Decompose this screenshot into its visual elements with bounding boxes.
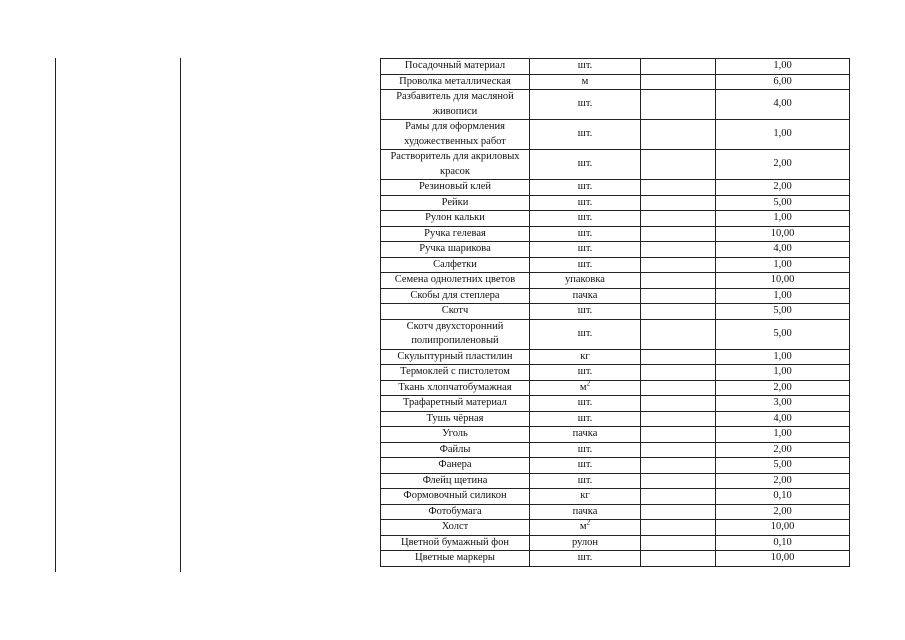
item-name-cell-text: Скотч двухсторонний полипропиленовый [406,320,504,346]
unit-cell-text: шт. [577,227,593,239]
item-name-cell [381,211,530,227]
unit-cell [530,226,641,242]
value-cell [716,504,850,520]
unit-cell-text: шт. [577,366,593,377]
value-cell [716,304,850,320]
item-name-cell [381,520,530,536]
unit-cell-text: шт. [577,327,593,339]
table-row [381,257,850,273]
table-row [381,195,850,211]
value-cell [716,74,850,90]
unit-cell-text: м [579,381,587,393]
value-cell-text: 1,00 [773,350,792,362]
item-name-cell [381,535,530,551]
quantity-cell [641,427,716,443]
unit-cell-text: м [581,75,589,87]
value-cell-text: 1,00 [773,366,792,377]
item-name-cell-text: Ручка шарикова [419,243,491,254]
value-cell-text: 1,00 [773,212,792,223]
quantity-cell [641,442,716,458]
value-cell [716,59,850,75]
table-row [381,489,850,505]
unit-cell-text: шт. [577,158,593,170]
item-name-cell-text: Цветной бумажный фон [401,536,509,548]
item-name-cell [381,74,530,90]
quantity-cell [641,551,716,567]
value-cell-text: 1,00 [773,128,792,140]
left-column-rule [55,58,56,572]
value-cell-text: 10,00 [770,274,795,285]
item-name-cell [381,273,530,289]
item-name-cell-text: Резиновый клей [418,181,491,192]
item-name-cell-text: Рейки [441,196,469,208]
table-row [381,120,850,150]
table-row [381,504,850,520]
quantity-cell [641,288,716,304]
quantity-cell [641,150,716,180]
quantity-cell [641,349,716,365]
item-name-cell-text: Цветные маркеры [415,552,495,563]
item-name-cell [381,396,530,412]
item-name-cell-text: Рулон кальки [425,212,485,223]
quantity-cell [641,411,716,427]
item-name-cell-text: Разбавитель для масляной живописи [396,91,514,117]
value-cell [716,535,850,551]
table-row [381,319,850,349]
unit-cell-text: упаковка [565,274,605,285]
unit-cell [530,304,641,320]
value-cell-text: 2,00 [773,181,792,192]
materials-table-body [381,59,850,567]
unit-cell-text: пачка [572,428,598,439]
item-name-cell-text: Термоклей с пистолетом [400,366,510,377]
quantity-cell [641,180,716,196]
item-name-cell-text: Посадочный материал [404,60,506,71]
unit-cell-text: кг [580,350,590,362]
unit-cell [530,180,641,196]
quantity-cell [641,535,716,551]
unit-cell-text: шт. [577,128,593,140]
unit-cell [530,504,641,520]
value-cell-text: 2,00 [773,474,792,486]
item-name-cell [381,288,530,304]
item-name-cell [381,349,530,365]
item-name-cell [381,427,530,443]
quantity-cell [641,74,716,90]
unit-cell [530,411,641,427]
item-name-cell [381,120,530,150]
table-row [381,520,850,536]
item-name-cell [381,90,530,120]
value-cell-text: 4,00 [773,243,792,254]
unit-cell-text: шт. [577,305,593,316]
unit-cell [530,551,641,567]
quantity-cell [641,520,716,536]
unit-cell-text: шт. [577,412,593,424]
value-cell [716,380,850,396]
quantity-cell [641,257,716,273]
table-row [381,535,850,551]
value-cell-text: 3,00 [773,397,792,408]
unit-cell [530,365,641,381]
table-row [381,473,850,489]
table-row [381,226,850,242]
value-cell [716,150,850,180]
unit-cell-text: шт. [577,196,593,208]
quantity-cell [641,304,716,320]
item-name-cell-text: Ткань хлопчатобумажная [398,381,512,393]
unit-cell [530,195,641,211]
item-name-cell-text: Семена однолетних цветов [394,274,516,285]
value-cell-text: 5,00 [773,459,792,470]
unit-cell-text: шт. [577,552,593,563]
item-name-cell [381,180,530,196]
value-cell [716,257,850,273]
value-cell [716,120,850,150]
table-row [381,273,850,289]
quantity-cell [641,195,716,211]
quantity-cell [641,365,716,381]
quantity-cell [641,211,716,227]
value-cell [716,211,850,227]
table-row [381,288,850,304]
item-name-cell-text: Скобы для степлера [410,289,500,301]
value-cell [716,273,850,289]
value-cell [716,319,850,349]
table-row [381,59,850,75]
table-row [381,458,850,474]
unit-cell [530,535,641,551]
unit-cell [530,380,641,396]
table-row [381,242,850,258]
value-cell-text: 5,00 [773,196,792,208]
table-row [381,551,850,567]
item-name-cell-text: Растворитель для акриловых красок [390,151,520,177]
table-row [381,74,850,90]
value-cell [716,396,850,412]
quantity-cell [641,504,716,520]
unit-cell [530,288,641,304]
item-name-cell [381,551,530,567]
value-cell-text: 2,00 [773,505,792,517]
table-row [381,442,850,458]
value-cell-text: 1,00 [773,60,792,71]
item-name-cell [381,59,530,75]
table-row [381,211,850,227]
value-cell-text: 2,00 [773,158,792,170]
item-name-cell [381,442,530,458]
item-name-cell-text: Проволка металлическая [399,75,511,87]
unit-cell [530,242,641,258]
item-name-cell [381,226,530,242]
unit-cell [530,427,641,443]
value-cell-text: 0,10 [773,490,792,501]
table-row [381,380,850,396]
item-name-cell-text: Трафаретный материал [403,397,507,408]
value-cell [716,411,850,427]
unit-cell-text: шт. [577,443,593,455]
item-name-cell [381,365,530,381]
item-name-cell-text: Фотобумага [428,505,482,517]
value-cell-text: 1,00 [773,258,792,270]
materials-table [380,58,850,567]
table-row [381,427,850,443]
unit-cell-text: шт. [577,459,593,470]
item-name-cell-text: Флейц щетина [422,474,488,486]
quantity-cell [641,489,716,505]
unit-cell-text: шт. [577,474,593,486]
quantity-cell [641,273,716,289]
value-cell [716,288,850,304]
item-name-cell [381,304,530,320]
table-row [381,90,850,120]
unit-superscript: 2 [586,519,591,527]
table-row [381,396,850,412]
item-name-cell-text: Файлы [439,443,471,455]
value-cell-text: 4,00 [773,412,792,424]
quantity-cell [641,90,716,120]
item-name-cell [381,473,530,489]
item-name-cell [381,504,530,520]
value-cell-text: 10,00 [770,552,795,563]
unit-cell-text: пачка [572,505,598,517]
item-name-cell-text: Тушь чёрная [426,412,484,424]
unit-cell-text: шт. [577,243,593,254]
item-name-cell [381,411,530,427]
unit-cell [530,150,641,180]
unit-cell [530,90,641,120]
item-name-cell-text: Скотч [441,305,469,316]
value-cell [716,365,850,381]
unit-cell [530,520,641,536]
value-cell-text: 4,00 [773,98,792,110]
unit-cell-text: шт. [577,258,593,270]
item-name-cell-text: Уголь [442,428,468,439]
value-cell-text: 5,00 [773,327,792,339]
quantity-cell [641,458,716,474]
unit-cell [530,458,641,474]
table-row [381,180,850,196]
item-name-cell [381,150,530,180]
unit-cell-text: шт. [577,60,593,71]
item-name-cell [381,257,530,273]
item-name-cell [381,489,530,505]
value-cell [716,195,850,211]
item-name-cell [381,380,530,396]
unit-cell [530,59,641,75]
value-cell-text: 6,00 [773,75,792,87]
table-row [381,365,850,381]
quantity-cell [641,473,716,489]
unit-cell [530,273,641,289]
table-row [381,411,850,427]
value-cell [716,226,850,242]
value-cell-text: 0,10 [773,536,792,548]
unit-cell [530,489,641,505]
middle-column-rule [180,58,181,572]
value-cell [716,520,850,536]
quantity-cell [641,380,716,396]
unit-cell-text: шт. [577,181,593,192]
quantity-cell [641,226,716,242]
unit-cell [530,396,641,412]
item-name-cell-text: Холст [441,521,469,532]
unit-cell [530,120,641,150]
unit-cell-text: кг [580,490,590,501]
unit-cell-text: пачка [572,289,598,301]
value-cell-text: 2,00 [773,381,792,393]
value-cell-text: 2,00 [773,443,792,455]
value-cell [716,90,850,120]
value-cell [716,489,850,505]
table-row [381,304,850,320]
table-row [381,150,850,180]
quantity-cell [641,120,716,150]
unit-cell [530,319,641,349]
item-name-cell-text: Рамы для оформления художественных работ [404,121,506,147]
unit-cell [530,442,641,458]
item-name-cell-text: Фанера [438,459,472,470]
item-name-cell-text: Ручка гелевая [424,227,486,239]
unit-cell [530,211,641,227]
value-cell [716,551,850,567]
value-cell-text: 10,00 [770,521,795,532]
quantity-cell [641,242,716,258]
item-name-cell [381,195,530,211]
table-row [381,349,850,365]
unit-superscript: 2 [586,380,591,387]
item-name-cell-text: Формовочный силикон [403,490,507,501]
item-name-cell-text: Скульптурный пластилин [397,350,513,362]
item-name-cell-text: Салфетки [433,258,477,270]
unit-cell [530,473,641,489]
unit-cell-text: шт. [577,98,593,110]
item-name-cell [381,319,530,349]
unit-cell [530,349,641,365]
value-cell-text: 1,00 [773,289,792,301]
unit-cell-text: шт. [577,212,593,223]
unit-cell [530,74,641,90]
unit-cell-text: шт. [577,397,593,408]
value-cell [716,427,850,443]
unit-cell-text: рулон [571,536,598,548]
value-cell [716,242,850,258]
value-cell-text: 1,00 [773,428,792,439]
value-cell [716,349,850,365]
unit-cell [530,257,641,273]
item-name-cell [381,242,530,258]
value-cell [716,458,850,474]
value-cell-text: 10,00 [770,227,795,239]
value-cell [716,473,850,489]
item-name-cell [381,458,530,474]
value-cell-text: 5,00 [773,305,792,316]
value-cell [716,442,850,458]
quantity-cell [641,59,716,75]
value-cell [716,180,850,196]
quantity-cell [641,396,716,412]
quantity-cell [641,319,716,349]
unit-cell-text: м [579,521,587,532]
